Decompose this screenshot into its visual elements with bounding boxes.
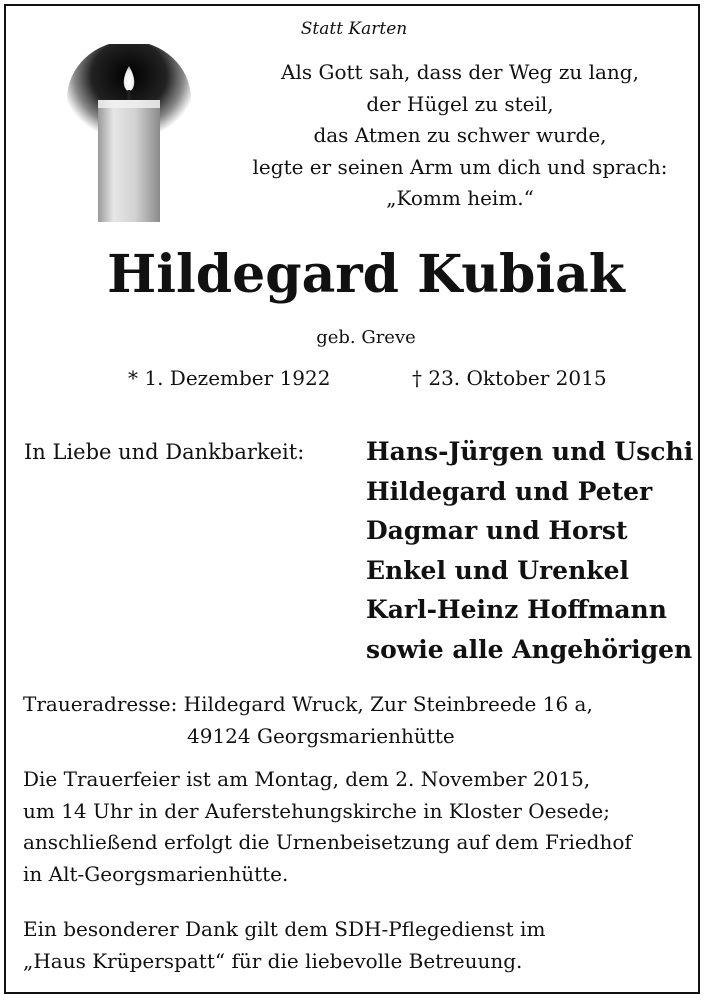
- mourner-name: Enkel und Urenkel: [366, 555, 629, 585]
- poem-line: legte er seinen Arm um dich und sprach:: [252, 154, 668, 179]
- mourners-list: [366, 432, 693, 669]
- poem-line: Als Gott sah, dass der Weg zu lang,: [281, 60, 639, 84]
- thanks-line: „Haus Krüperspatt“ für die liebevolle Betreuung.: [23, 948, 523, 973]
- poem-line: der Hügel zu steil,: [366, 91, 554, 116]
- poem-line: das Atmen zu schwer wurde,: [313, 123, 607, 147]
- mourner-name: Hans-Jürgen und Uschi: [366, 437, 694, 466]
- maiden-name: geb. Greve: [316, 327, 416, 348]
- poem-line: „Komm heim.“: [386, 186, 534, 210]
- death-date: † 23. Oktober 2015: [412, 366, 607, 390]
- mourner-name: Dagmar und Horst: [366, 516, 628, 545]
- address-line: 49124 Georgsmarienhütte: [187, 723, 455, 748]
- ceremony-info: [23, 764, 632, 890]
- ceremony-line: in Alt-Georgsmarienhütte.: [23, 861, 289, 886]
- statt-karten-heading: Statt Karten: [300, 19, 408, 39]
- thanks-line: Ein besonderer Dank gilt dem SDH-Pflegedienst im: [23, 917, 546, 941]
- deceased-name: Hildegard Kubiak: [107, 244, 625, 305]
- address-line: Traueradresse: Hildegard Wruck, Zur Steinbreede 16 a,: [23, 692, 593, 716]
- special-thanks: [23, 914, 545, 977]
- birth-date: * 1. Dezember 1922: [128, 366, 331, 390]
- candle-icon: [66, 44, 192, 222]
- poem: [230, 57, 690, 215]
- mourners-label: In Liebe und Dankbarkeit:: [24, 440, 305, 464]
- mourner-name: Hildegard und Peter: [366, 476, 653, 506]
- mourner-name: Karl-Heinz Hoffmann: [366, 595, 667, 624]
- ceremony-line: um 14 Uhr in der Auferstehungskirche in Kloster Oesede;: [23, 798, 610, 823]
- ceremony-line: anschließend erfolgt die Urnenbeisetzung auf dem Friedhof: [23, 830, 632, 854]
- mourner-name: sowie alle Angehörigen: [366, 634, 693, 664]
- ceremony-line: Die Trauerfeier ist am Montag, dem 2. November 2015,: [23, 767, 591, 791]
- mourning-address: [23, 689, 593, 752]
